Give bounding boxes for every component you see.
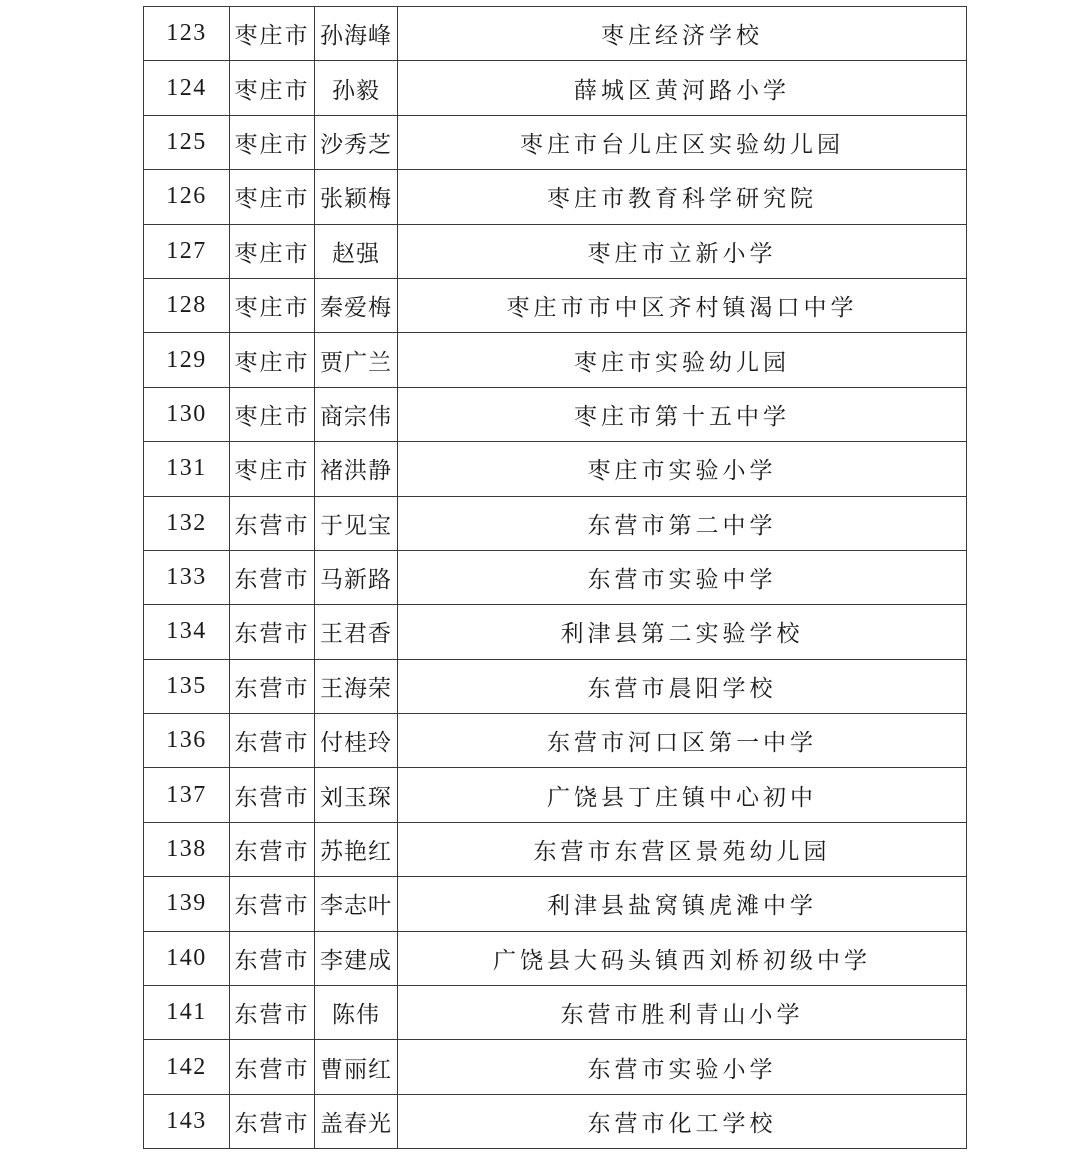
- row-number-cell: 139: [144, 877, 230, 931]
- city-cell: 东营市: [230, 1094, 315, 1148]
- name-cell: 褚洪静: [315, 442, 398, 496]
- table-row: [144, 278, 967, 332]
- row-number-cell: 138: [144, 822, 230, 876]
- unit-cell: 枣庄市市中区齐村镇渴口中学: [398, 278, 967, 332]
- name-cell: 商宗伟: [315, 387, 398, 441]
- name-cell: 付桂玲: [315, 714, 398, 768]
- name-cell: 苏艳红: [315, 822, 398, 876]
- unit-cell: 广饶县丁庄镇中心初中: [398, 768, 967, 822]
- table-row: [144, 605, 967, 659]
- city-cell: 东营市: [230, 659, 315, 713]
- row-number-cell: 130: [144, 387, 230, 441]
- table-row: [144, 333, 967, 387]
- table-row: [144, 1040, 967, 1094]
- unit-cell: 东营市化工学校: [398, 1094, 967, 1148]
- table-row: [144, 659, 967, 713]
- table-row: [144, 877, 967, 931]
- row-number-cell: 132: [144, 496, 230, 550]
- unit-cell: 东营市实验中学: [398, 550, 967, 604]
- unit-cell: 枣庄市实验小学: [398, 442, 967, 496]
- city-cell: 东营市: [230, 877, 315, 931]
- city-cell: 东营市: [230, 768, 315, 822]
- table-row: [144, 7, 967, 61]
- table-row: [144, 822, 967, 876]
- row-number-cell: 143: [144, 1094, 230, 1148]
- row-number-cell: 127: [144, 224, 230, 278]
- unit-cell: 东营市胜利青山小学: [398, 986, 967, 1040]
- city-cell: 枣庄市: [230, 7, 315, 61]
- table-row: [144, 550, 967, 604]
- row-number-cell: 141: [144, 986, 230, 1040]
- city-cell: 东营市: [230, 986, 315, 1040]
- city-cell: 东营市: [230, 605, 315, 659]
- name-cell: 盖春光: [315, 1094, 398, 1148]
- roster-table-body: [144, 7, 967, 1149]
- unit-cell: 枣庄市台儿庄区实验幼儿园: [398, 115, 967, 169]
- name-cell: 赵强: [315, 224, 398, 278]
- unit-cell: 东营市东营区景苑幼儿园: [398, 822, 967, 876]
- table-row: [144, 768, 967, 822]
- unit-cell: 东营市实验小学: [398, 1040, 967, 1094]
- name-cell: 孙海峰: [315, 7, 398, 61]
- table-row: [144, 442, 967, 496]
- table-row: [144, 931, 967, 985]
- city-cell: 东营市: [230, 822, 315, 876]
- city-cell: 东营市: [230, 496, 315, 550]
- unit-cell: 东营市河口区第一中学: [398, 714, 967, 768]
- table-row: [144, 714, 967, 768]
- name-cell: 李建成: [315, 931, 398, 985]
- name-cell: 张颖梅: [315, 170, 398, 224]
- table-row: [144, 115, 967, 169]
- row-number-cell: 124: [144, 61, 230, 115]
- unit-cell: 枣庄市第十五中学: [398, 387, 967, 441]
- city-cell: 枣庄市: [230, 61, 315, 115]
- row-number-cell: 135: [144, 659, 230, 713]
- city-cell: 东营市: [230, 931, 315, 985]
- row-number-cell: 126: [144, 170, 230, 224]
- city-cell: 东营市: [230, 1040, 315, 1094]
- table-row: [144, 61, 967, 115]
- name-cell: 于见宝: [315, 496, 398, 550]
- city-cell: 枣庄市: [230, 115, 315, 169]
- name-cell: 沙秀芝: [315, 115, 398, 169]
- name-cell: 秦爱梅: [315, 278, 398, 332]
- roster-table: [143, 6, 967, 1149]
- table-row: [144, 170, 967, 224]
- row-number-cell: 131: [144, 442, 230, 496]
- city-cell: 枣庄市: [230, 442, 315, 496]
- name-cell: 刘玉琛: [315, 768, 398, 822]
- row-number-cell: 123: [144, 7, 230, 61]
- row-number-cell: 133: [144, 550, 230, 604]
- city-cell: 东营市: [230, 714, 315, 768]
- unit-cell: 枣庄市教育科学研究院: [398, 170, 967, 224]
- name-cell: 马新路: [315, 550, 398, 604]
- row-number-cell: 125: [144, 115, 230, 169]
- name-cell: 王君香: [315, 605, 398, 659]
- unit-cell: 广饶县大码头镇西刘桥初级中学: [398, 931, 967, 985]
- row-number-cell: 140: [144, 931, 230, 985]
- table-row: [144, 496, 967, 550]
- city-cell: 枣庄市: [230, 387, 315, 441]
- table-row: [144, 224, 967, 278]
- table-row: [144, 986, 967, 1040]
- unit-cell: 东营市晨阳学校: [398, 659, 967, 713]
- row-number-cell: 129: [144, 333, 230, 387]
- city-cell: 枣庄市: [230, 224, 315, 278]
- unit-cell: 枣庄经济学校: [398, 7, 967, 61]
- unit-cell: 枣庄市立新小学: [398, 224, 967, 278]
- unit-cell: 利津县盐窝镇虎滩中学: [398, 877, 967, 931]
- city-cell: 枣庄市: [230, 333, 315, 387]
- row-number-cell: 134: [144, 605, 230, 659]
- name-cell: 陈伟: [315, 986, 398, 1040]
- unit-cell: 东营市第二中学: [398, 496, 967, 550]
- name-cell: 曹丽红: [315, 1040, 398, 1094]
- row-number-cell: 142: [144, 1040, 230, 1094]
- table-row: [144, 387, 967, 441]
- city-cell: 枣庄市: [230, 170, 315, 224]
- name-cell: 李志叶: [315, 877, 398, 931]
- table-row: [144, 1094, 967, 1148]
- name-cell: 孙毅: [315, 61, 398, 115]
- row-number-cell: 136: [144, 714, 230, 768]
- row-number-cell: 128: [144, 278, 230, 332]
- unit-cell: 枣庄市实验幼儿园: [398, 333, 967, 387]
- name-cell: 贾广兰: [315, 333, 398, 387]
- city-cell: 枣庄市: [230, 278, 315, 332]
- city-cell: 东营市: [230, 550, 315, 604]
- row-number-cell: 137: [144, 768, 230, 822]
- name-cell: 王海荣: [315, 659, 398, 713]
- unit-cell: 利津县第二实验学校: [398, 605, 967, 659]
- unit-cell: 薛城区黄河路小学: [398, 61, 967, 115]
